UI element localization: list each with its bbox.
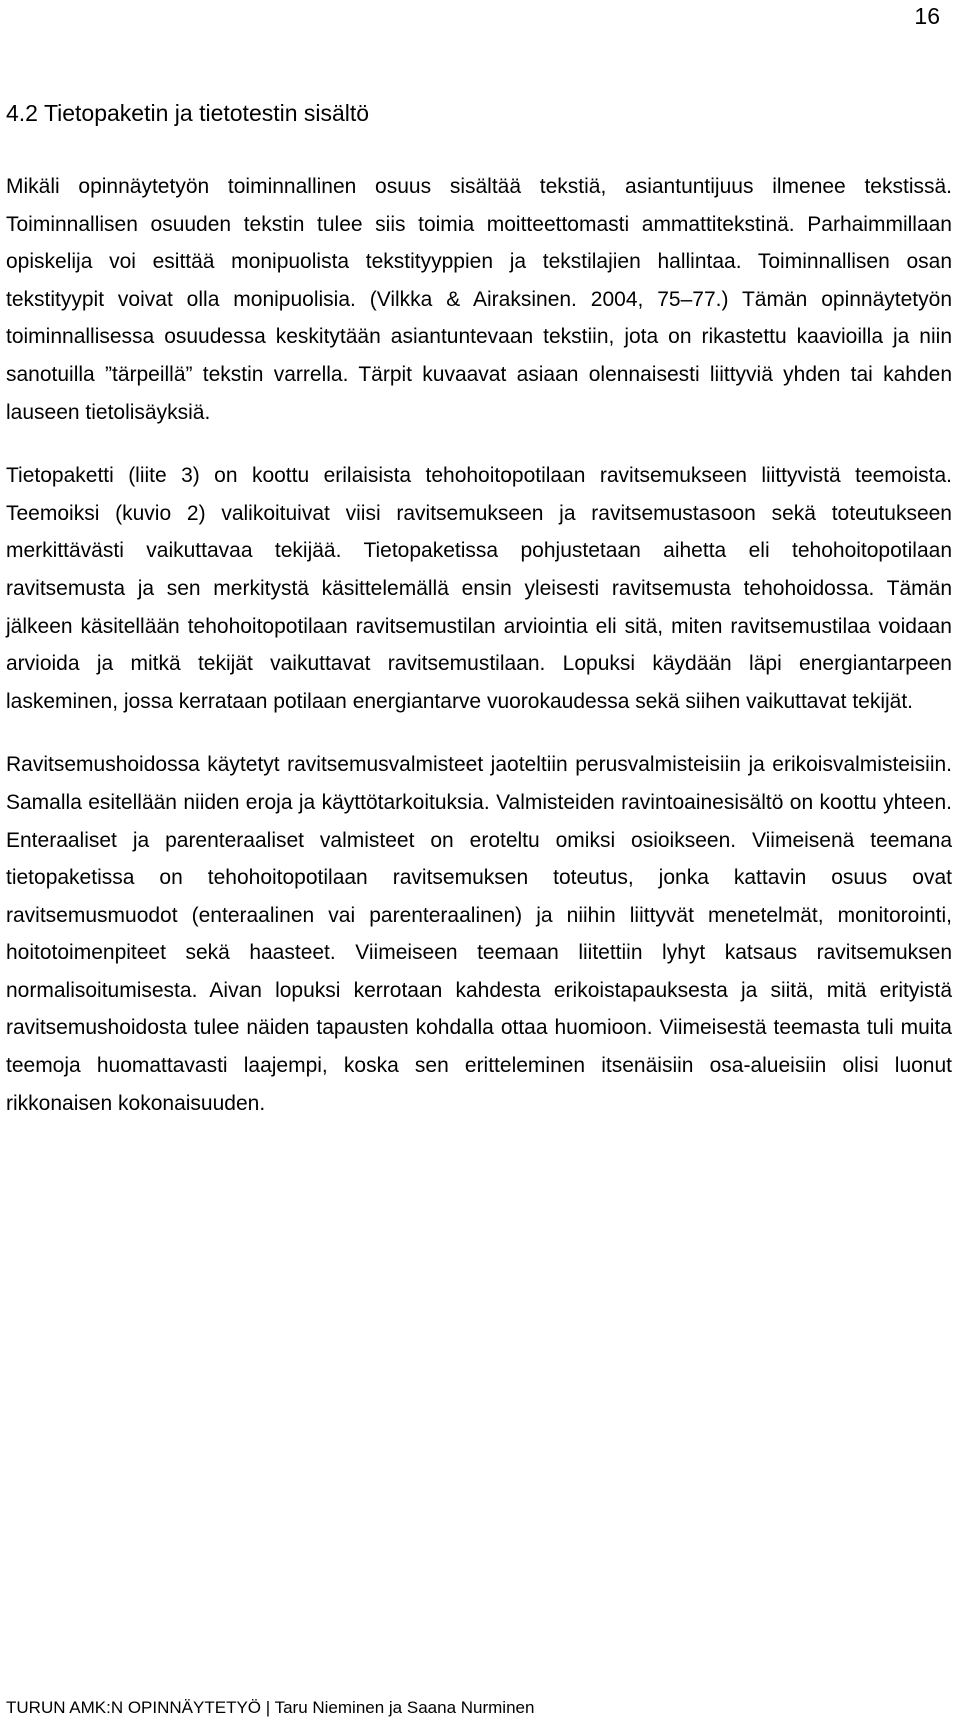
- paragraph-2: Tietopaketti (liite 3) on koottu erilaisista tehohoitopotilaan ravitsemukseen liittyvistä teemoista. Teemoiksi (kuvio 2) valikoituivat viisi ravitsemukseen ja ravitsemustasoon sekä toteutukseen merkittävästi vaikuttavaa tekijää. Tietopaketissa pohjustetaan aihetta eli tehohoitopotilaan ravitsemusta ja sen merkitystä käsittelemällä ensin yleisesti ravitsemusta tehohoidossa. Tämän jälkeen käsitellään tehohoitopotilaan ravitsemustilan arviointia eli sitä, miten ravitsemustilaa voidaan arvioida ja mitkä tekijät vaikuttavat ravitsemustilaan. Lopuksi käydään läpi energiantarpeen laskeminen, jossa kerrataan potilaan energiantarve vuorokaudessa sekä siihen vaikuttavat tekijät.: [6, 464, 952, 713]
- page-number: 16: [914, 3, 940, 29]
- paragraph-1: Mikäli opinnäytetyön toiminnallinen osuus sisältää tekstiä, asiantuntijuus ilmenee tekstissä. Toiminnallisen osuuden tekstin tulee siis toimia moitteettomasti ammattitekstinä. Parhaimmillaan opiskelija voi esittää monipuolista tekstityyppien ja tekstilajien hallintaa. Toiminnallisen osan tekstityypit voivat olla monipuolisia. (Vilkka & Airaksinen. 2004, 75–77.) Tämän opinnäytetyön toiminnallisessa osuudessa keskitytään asiantuntevaan tekstiin, jota on rikastettu kaavioilla ja niin sanotuilla ”tärpeillä” tekstin varrella. Tärpit kuvaavat asiaan olennaisesti liittyviä yhden tai kahden lauseen tietolisäyksiä.: [6, 175, 952, 424]
- page-content: [6, 99, 952, 1122]
- paragraph-3: Ravitsemushoidossa käytetyt ravitsemusvalmisteet jaoteltiin perusvalmisteisiin ja erikoisvalmisteisiin. Samalla esitellään niiden eroja ja käyttötarkoituksia. Valmisteiden ravintoainesisältö on koottu yhteen. Enteraaliset ja parenteraaliset valmisteet on eroteltu omiksi osioikseen. Viimeisenä teemana tietopaketissa on tehohoitopotilaan ravitsemuksen toteutus, jonka kattavin osuus ovat ravitsemusmuodot (enteraalinen vai parenteraalinen) ja niihin liittyvät menetelmät, monitorointi, hoitotoimenpiteet sekä haasteet. Viimeiseen teemaan liitettiin lyhyt katsaus ravitsemuksen normalisoitumisesta. Aivan lopuksi kerrotaan kahdesta erikoistapauksesta ja siitä, mitä erityistä ravitsemushoidosta tulee näiden tapausten kohdalla ottaa huomioon. Viimeisestä teemasta tuli muita teemoja huomattavasti laajempi, koska sen eritteleminen itsenäisiin osa-alueisiin olisi luonut rikkonaisen kokonaisuuden.: [6, 753, 952, 1115]
- section-heading: 4.2 Tietopaketin ja tietotestin sisältö: [6, 100, 370, 126]
- page-footer: TURUN AMK:N OPINNÄYTETYÖ | Taru Nieminen ja Saana Nurminen: [6, 1698, 535, 1717]
